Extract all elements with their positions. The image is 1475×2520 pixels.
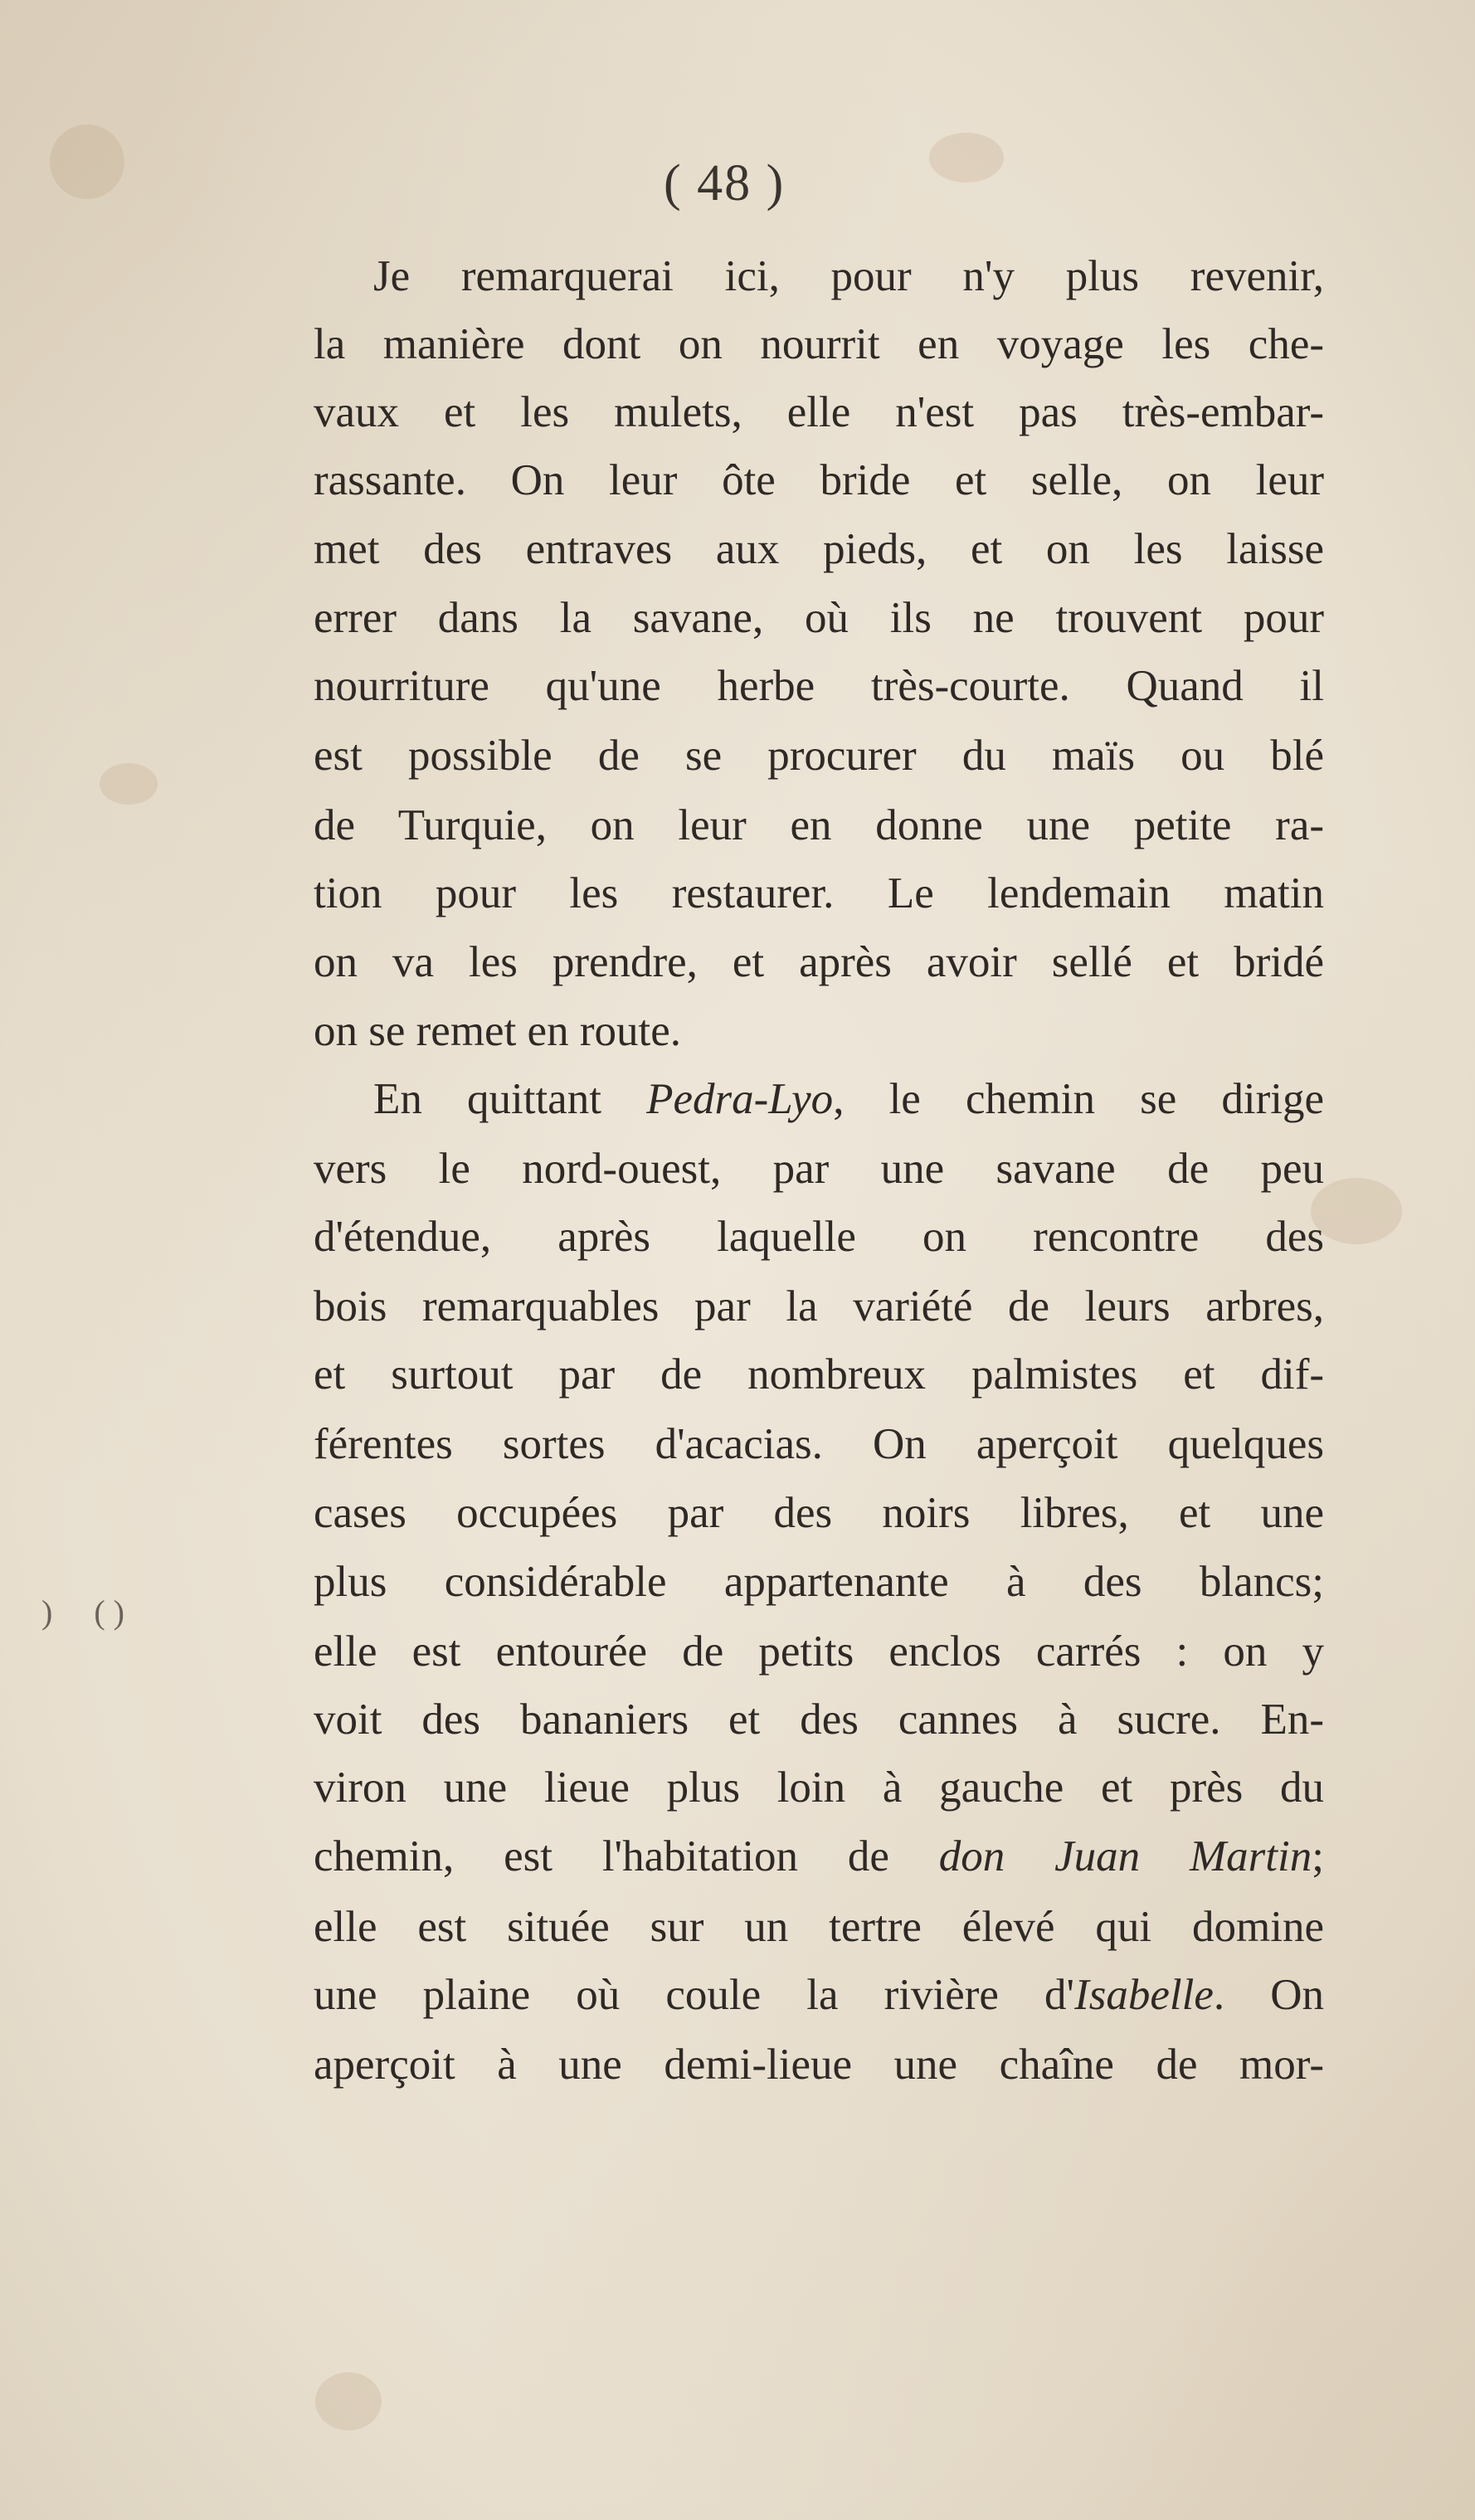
text-run: En quittant [373, 1075, 647, 1123]
paper-stain [315, 2372, 382, 2430]
text-line [314, 383, 1324, 441]
text-line [314, 1759, 1324, 1817]
text-run: tion pour les restaurer. Le lendemain matin [314, 869, 1324, 917]
italic-run: don Juan Martin [938, 1832, 1312, 1880]
text-run: voit des bananiers et des cannes à sucre. En- [314, 1695, 1324, 1744]
italic-run: Pedra-Lyo [646, 1075, 834, 1123]
text-run: de Turquie, on leur en donne une petite ra- [314, 801, 1324, 849]
text-run: bois remarquables par la variété de leurs arbres, [314, 1282, 1324, 1331]
text-run: cases occupées par des noirs libres, et une [314, 1489, 1324, 1537]
margin-mark: ) ( ) [41, 1593, 124, 1631]
text-line [314, 796, 1324, 854]
text-line [314, 1345, 1324, 1404]
text-line [373, 1070, 1324, 1128]
text-run: viron une lieue plus loin à gauche et près du [314, 1764, 1324, 1812]
text-line [314, 1277, 1324, 1335]
text-line [314, 1622, 1324, 1681]
text-line [314, 1898, 1324, 1956]
text-line [314, 1415, 1324, 1473]
text-run: d'étendue, après laquelle on rencontre des [314, 1213, 1324, 1261]
text-run: Je remarquerai ici, pour n'y plus revenir, [373, 252, 1324, 300]
text-run: nourriture qu'une herbe très-courte. Quand il [314, 662, 1324, 710]
text-run: la manière dont on nourrit en voyage les che- [314, 320, 1324, 368]
text-line [314, 1553, 1324, 1611]
text-run: une plaine où coule la rivière d' [314, 1971, 1075, 2019]
text-line [314, 727, 1324, 785]
text-run: rassante. On leur ôte bride et selle, on leur [314, 456, 1324, 504]
text-line [314, 1691, 1324, 1749]
text-line [314, 451, 1324, 509]
text-line [373, 247, 1324, 305]
text-run: elle est entourée de petits enclos carrés : on y [314, 1627, 1324, 1676]
text-line [314, 1002, 681, 1060]
text-run: plus considérable appartenante à des blancs; [314, 1558, 1324, 1606]
italic-run: Isabelle [1074, 1971, 1214, 2019]
text-run: aperçoit à une demi-lieue une chaîne de mor- [314, 2041, 1324, 2089]
text-run: vaux et les mulets, elle n'est pas très-embar- [314, 388, 1324, 436]
text-run: errer dans la savane, où ils ne trouvent pour [314, 594, 1324, 642]
paper-stain [100, 763, 158, 805]
text-line [314, 1208, 1324, 1266]
text-run: , le chemin se dirige [833, 1075, 1324, 1123]
text-line [314, 1966, 1324, 2024]
text-run: chemin, est l'habitation de [314, 1832, 939, 1880]
text-run: est possible de se procurer du maïs ou blé [314, 732, 1324, 780]
text-run: on se remet en route. [314, 1007, 681, 1055]
text-run: ; [1312, 1832, 1324, 1880]
text-run: vers le nord-ouest, par une savane de peu [314, 1145, 1324, 1193]
text-line [314, 657, 1324, 715]
text-line [314, 315, 1324, 373]
text-line [314, 933, 1324, 991]
text-run: elle est située sur un tertre élevé qui domine [314, 1903, 1324, 1951]
text-line [314, 864, 1324, 922]
text-run: férentes sortes d'acacias. On aperçoit quelques [314, 1420, 1324, 1468]
text-run: et surtout par de nombreux palmistes et dif- [314, 1350, 1324, 1399]
text-run: met des entraves aux pieds, et on les laisse [314, 525, 1324, 573]
text-line [314, 589, 1324, 647]
paper-stain [50, 124, 124, 199]
text-run: on va les prendre, et après avoir sellé et bridé [314, 938, 1324, 986]
paper-stain [929, 133, 1004, 182]
text-line [314, 520, 1324, 578]
text-line [314, 1484, 1324, 1542]
paper-stain [1311, 1178, 1402, 1244]
text-line [314, 1827, 1324, 1885]
text-line [314, 1140, 1324, 1198]
text-line [314, 2036, 1324, 2094]
page-number: ( 48 ) [664, 155, 786, 212]
text-run: . On [1213, 1971, 1324, 2019]
